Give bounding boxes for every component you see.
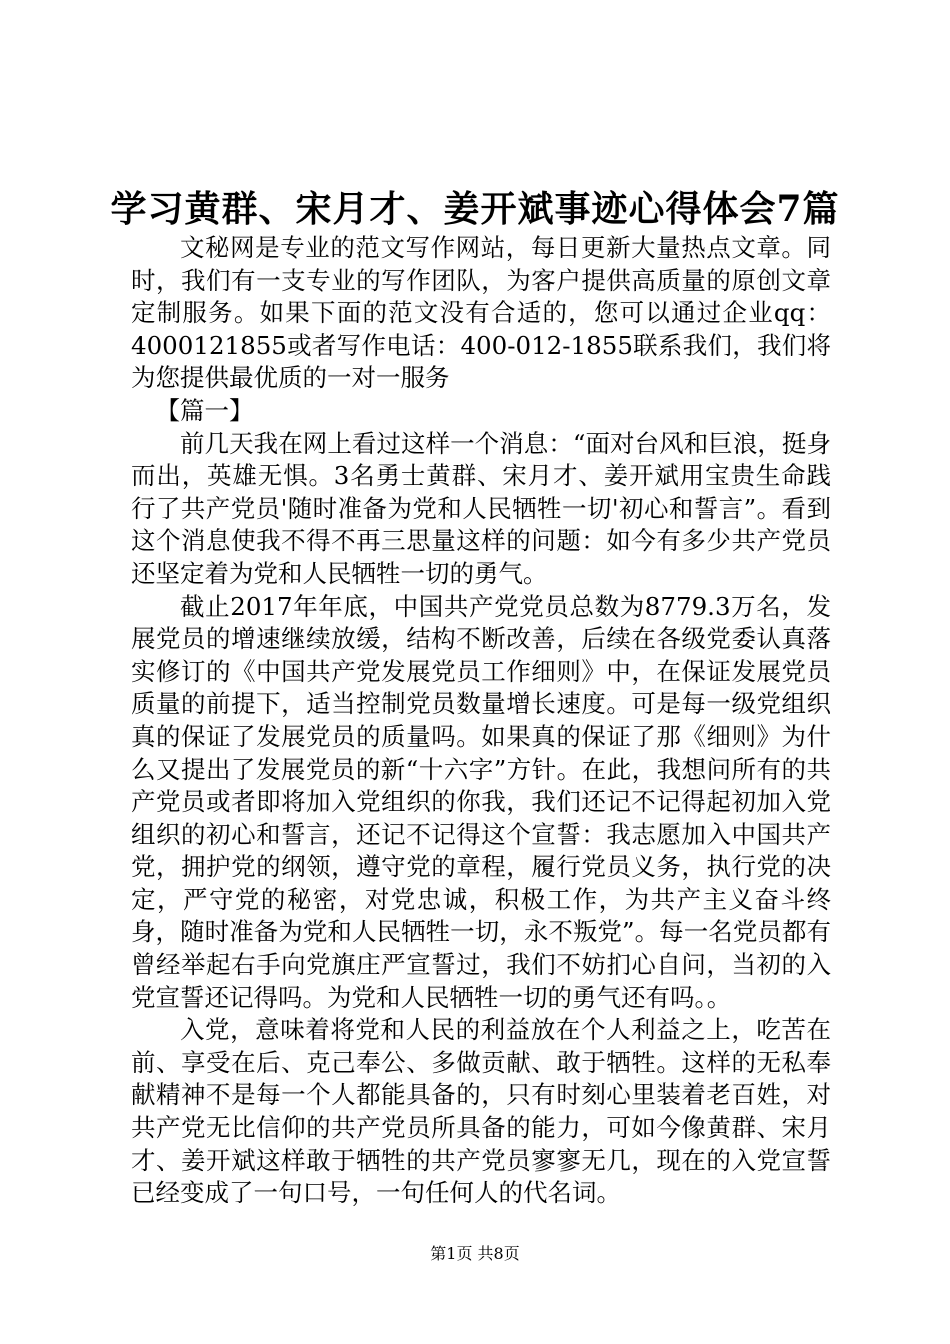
page-footer: 第1页 共8页	[430, 1244, 520, 1263]
section-heading: 【篇一】	[155, 395, 254, 425]
body-paragraph-3: 入党，意味着将党和人民的利益放在个人利益之上，吃苦在前、享受在后、克己奉公、多做贡献、敢于牺牲。这样的无私奉献精神不是每一个人都能具备的，只有时刻心里装着老百姓，对共产党无比信仰的共产党员所具备的能力，可如今像黄群、宋月才、姜开斌这样敢于牺牲的共产党员寥寥无几，现在的入党宣誓已经变成了一句口号，一句任何人的代名词。	[131, 1015, 831, 1208]
document-title: 学习黄群、宋月才、姜开斌事迹心得体会7篇	[110, 188, 840, 230]
document-body	[131, 232, 831, 1210]
body-paragraph-2: 截止2017年年底，中国共产党党员总数为8779.3万名，发展党员的增速继续放缓，结构不断改善，后续在各级党委认真落实修订的《中国共产党发展党员工作细则》中，在保证发展党员质量的前提下，适当控制党员数量增长速度。可是每一级党组织真的保证了发展党员的质量吗。如果真的保证了那《细则》为什么又提出了发展党员的新“十六字”方针。在此，我想问所有的共产党员或者即将加入党组织的你我，我们还记不记得起初加入党组织的初心和誓言，还记不记得这个宣誓：我志愿加入中国共产党，拥护党的纲领，遵守党的章程，履行党员义务，执行党的决定，严守党的秘密，对党忠诚，积极工作，为共产主义奋斗终身，随时准备为党和人民牺牲一切，永不叛党”。每一名党员都有曾经举起右手向党旗庄严宣誓过，我们不妨扪心自问，当初的入党宣誓还记得吗。为党和人民牺牲一切的勇气还有吗。。	[131, 591, 831, 1012]
body-paragraph-1: 前几天我在网上看过这样一个消息：“面对台风和巨浪，挺身而出，英雄无惧。3名勇士黄群、宋月才、姜开斌用宝贵生命践行了共产党员'随时准备为党和人民牺牲一切'初心和誓言”。看到这个消息使我不得不再三思量这样的问题：如今有多少共产党员还坚定着为党和人民牺牲一切的勇气。	[131, 428, 831, 588]
intro-paragraph: 文秘网是专业的范文写作网站，每日更新大量热点文章。同时，我们有一支专业的写作团队，为客户提供高质量的原创文章定制服务。如果下面的范文没有合适的，您可以通过企业qq：4000121855或者写作电话：400-012-1855联系我们，我们将为您提供最优质的一对一服务	[131, 233, 831, 393]
